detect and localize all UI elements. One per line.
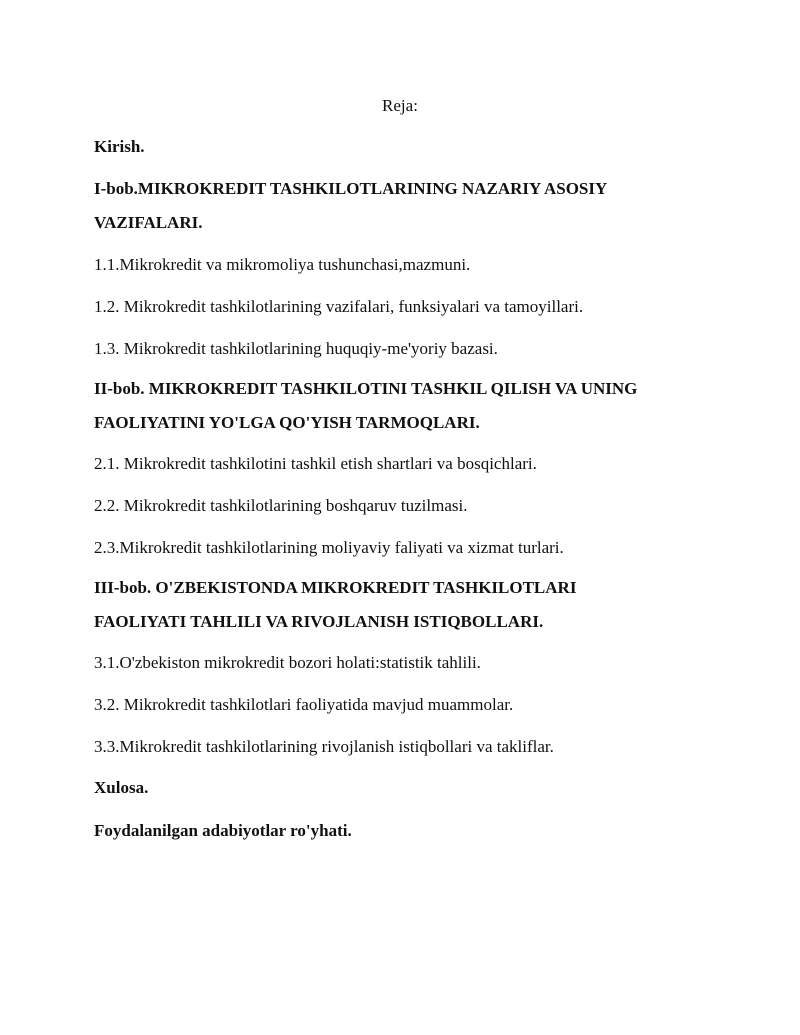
chapter-3-heading: [94, 571, 734, 639]
section-2-1: 2.1. Mikrokredit tashkilotini tashkil etish shartlari va bosqichlari.: [94, 454, 537, 473]
chapter-1-line-1: I-bob.MIKROKREDIT TASHKILOTLARINING NAZARIY ASOSIY: [94, 179, 608, 198]
chapter-2-line-1: II-bob. MIKROKREDIT TASHKILOTINI TASHKIL QILISH VA UNING: [94, 379, 638, 398]
section-1-3: 1.3. Mikrokredit tashkilotlarining huquqiy-me'yoriy bazasi.: [94, 339, 498, 358]
conclusion-heading: Xulosa.: [94, 778, 149, 797]
chapter-3-line-1: III-bob. O'ZBEKISTONDA MIKROKREDIT TASHKILOTLARI: [94, 578, 577, 597]
references-heading: Foydalanilgan adabiyotlar ro'yhati.: [94, 821, 352, 840]
chapter-3-line-2: FAOLIYATI TAHLILI VA RIVOJLANISH ISTIQBOLLARI.: [94, 612, 544, 631]
section-1-1: 1.1.Mikrokredit va mikromoliya tushunchasi,mazmuni.: [94, 255, 471, 274]
page-title: Reja:: [382, 96, 418, 115]
section-3-2: 3.2. Mikrokredit tashkilotlari faoliyatida mavjud muammolar.: [94, 695, 514, 714]
chapter-2-heading: [94, 372, 734, 440]
section-2-3: 2.3.Mikrokredit tashkilotlarining moliyaviy faliyati va xizmat turlari.: [94, 538, 564, 557]
section-3-3: 3.3.Mikrokredit tashkilotlarining rivojlanish istiqbollari va takliflar.: [94, 737, 554, 756]
chapter-1-heading: [94, 172, 734, 240]
section-2-2: 2.2. Mikrokredit tashkilotlarining boshqaruv tuzilmasi.: [94, 496, 468, 515]
section-3-1: 3.1.O'zbekiston mikrokredit bozori holati:statistik tahlili.: [94, 653, 481, 672]
intro-heading: Kirish.: [94, 137, 145, 156]
chapter-2-line-2: FAOLIYATINI YO'LGA QO'YISH TARMOQLARI.: [94, 413, 480, 432]
chapter-1-line-2: VAZIFALARI.: [94, 213, 203, 232]
section-1-2: 1.2. Mikrokredit tashkilotlarining vazifalari, funksiyalari va tamoyillari.: [94, 297, 584, 316]
